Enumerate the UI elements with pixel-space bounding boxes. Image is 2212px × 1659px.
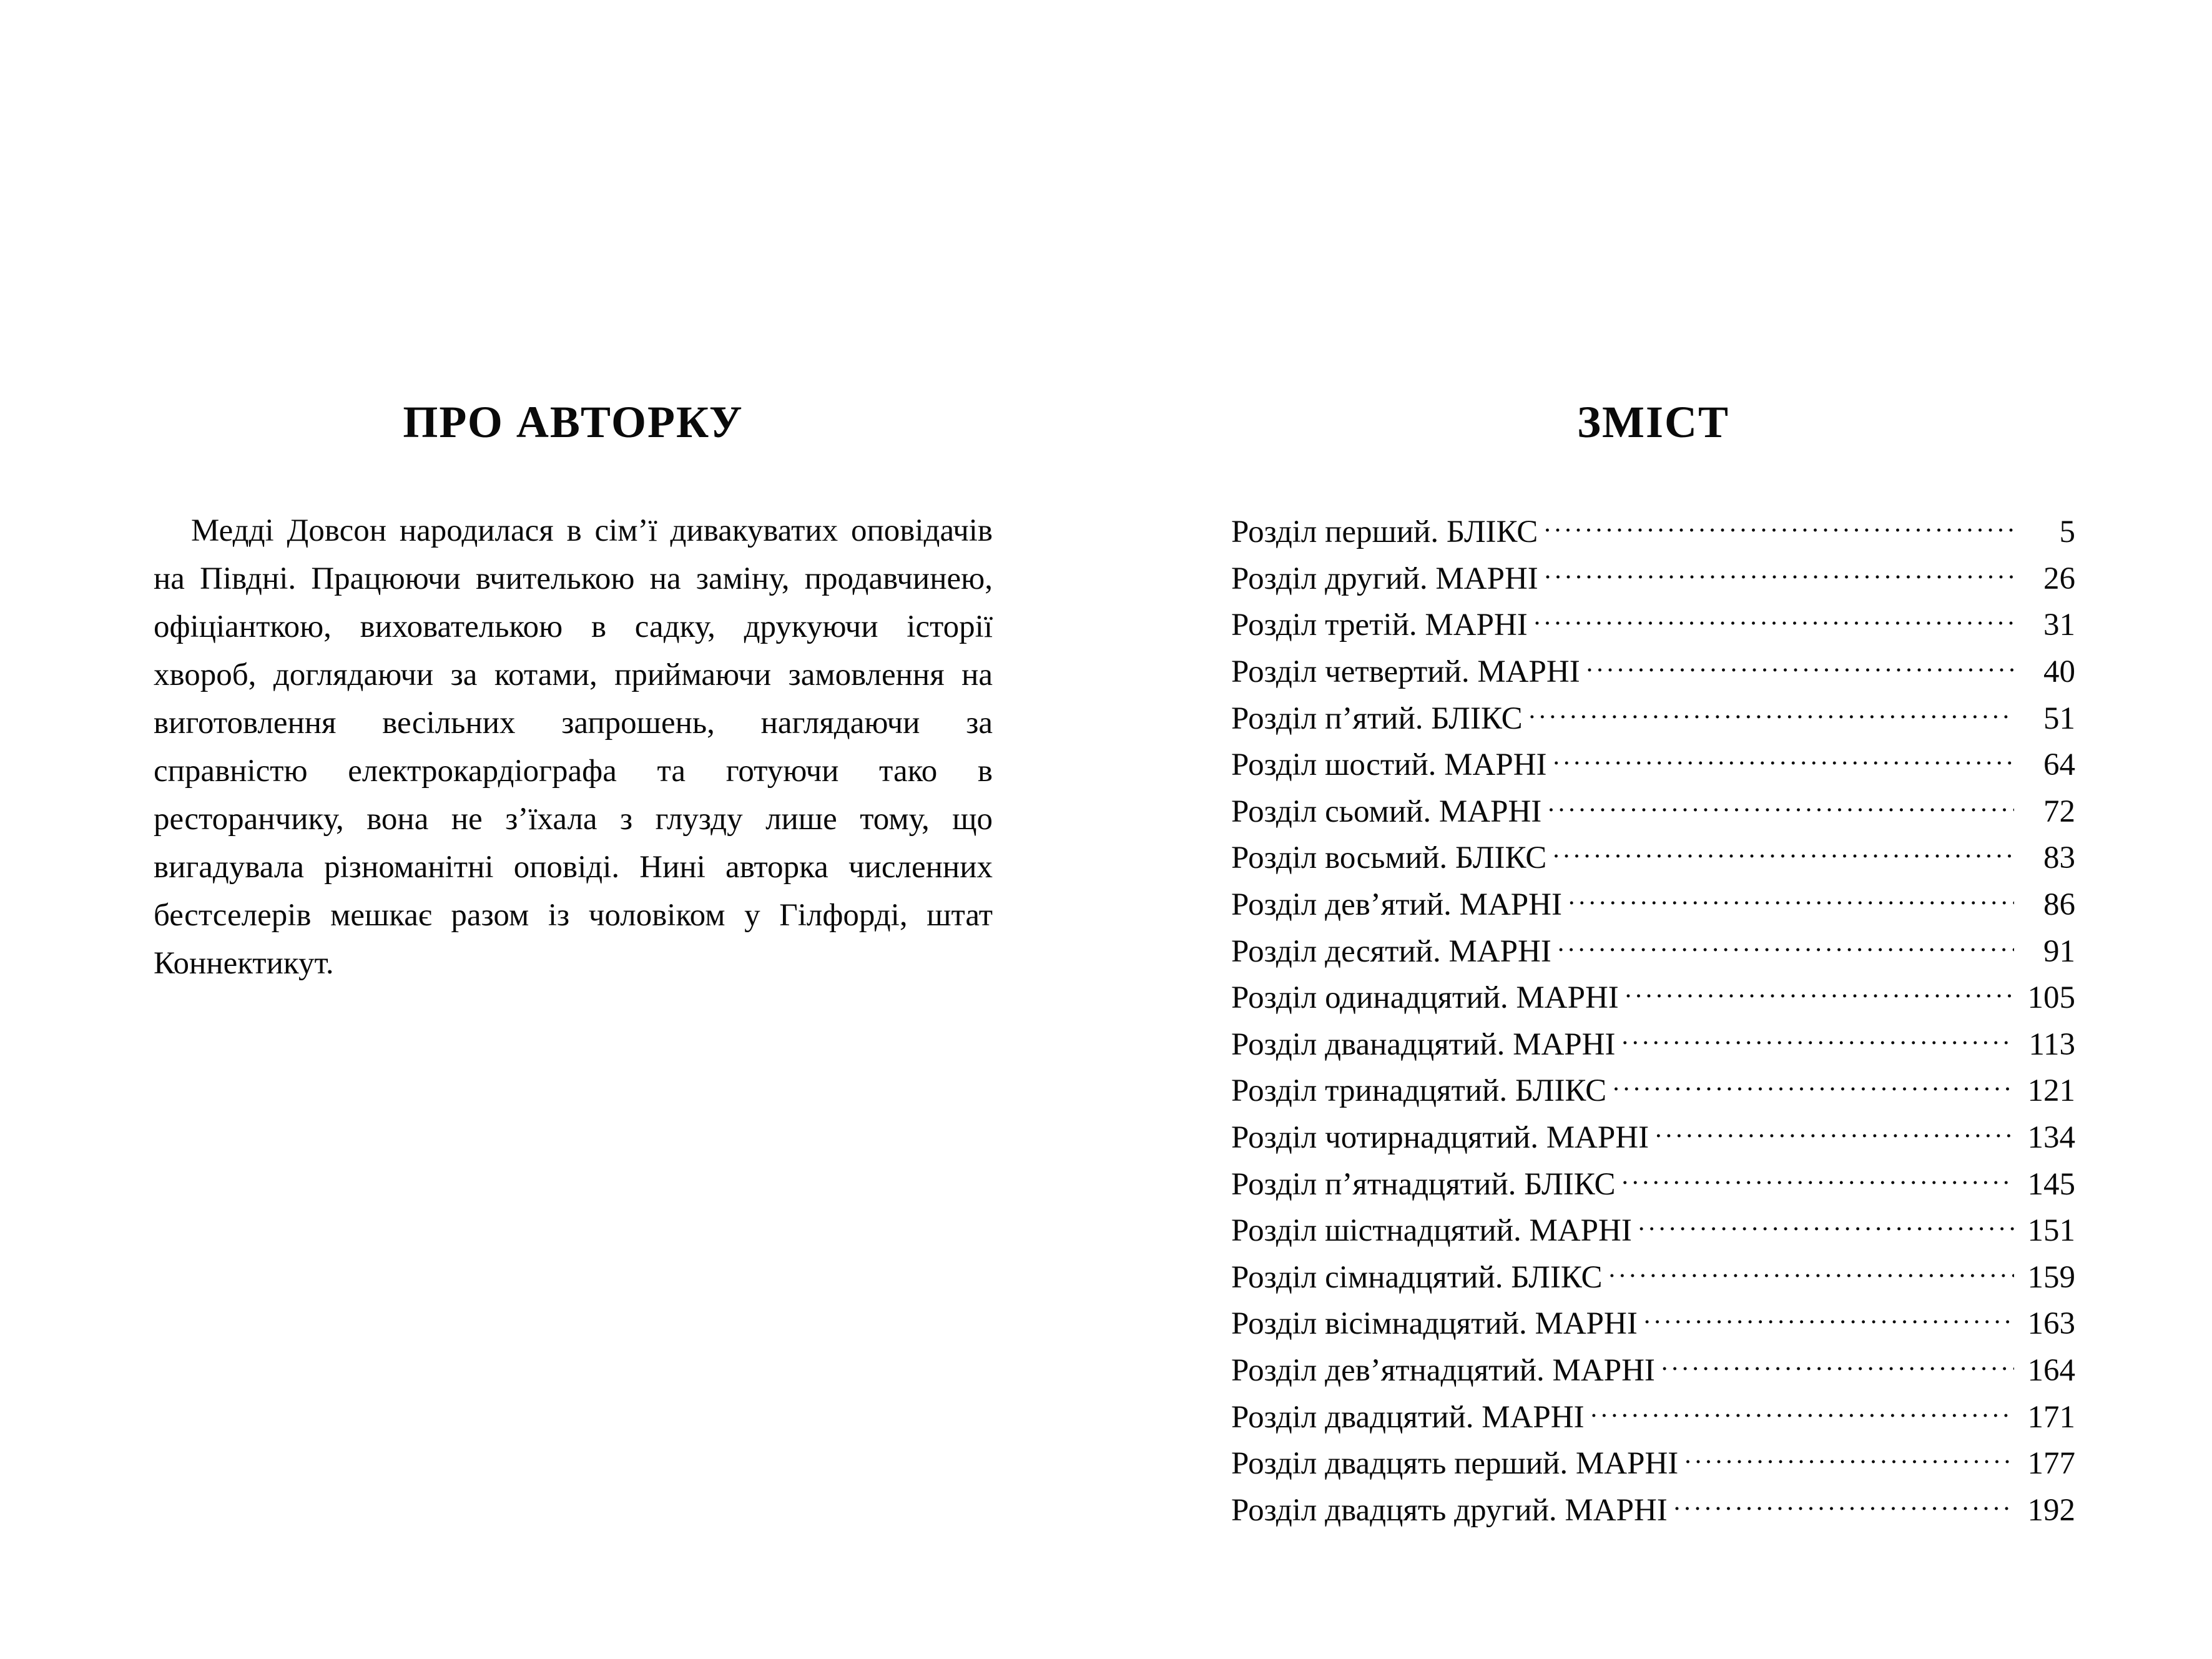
toc-dot-leader bbox=[1586, 649, 2014, 696]
toc-entry bbox=[1231, 1394, 2075, 1441]
toc-entry-page: 163 bbox=[2027, 1306, 2075, 1342]
toc-entry-label: Розділ чотирнадцятий. МАРНІ bbox=[1231, 1120, 1649, 1155]
toc-entry bbox=[1231, 1440, 2075, 1487]
toc-dot-leader bbox=[1644, 1301, 2014, 1347]
toc-dot-leader bbox=[1622, 1161, 2014, 1208]
toc-entry bbox=[1231, 696, 2075, 742]
toc-entry-page: 134 bbox=[2027, 1120, 2075, 1155]
toc-entry-page: 177 bbox=[2027, 1446, 2075, 1482]
toc-dot-leader bbox=[1553, 742, 2014, 789]
toc-entry bbox=[1231, 649, 2075, 696]
toc-dot-leader bbox=[1544, 509, 2014, 556]
toc-dot-leader bbox=[1534, 602, 2014, 649]
toc-entry-label: Розділ шістнадцятий. МАРНІ bbox=[1231, 1213, 1632, 1249]
toc-entry-page: 26 bbox=[2043, 561, 2075, 596]
toc-entry-label: Розділ сімнадцятий. БЛІКС bbox=[1231, 1259, 1603, 1295]
toc-entry-page: 40 bbox=[2043, 654, 2075, 690]
toc-entry-label: Розділ десятий. МАРНІ bbox=[1231, 933, 1551, 969]
toc-entry-label: Розділ одинадцятий. МАРНІ bbox=[1231, 980, 1619, 1016]
about-author-title: ПРО АВТОРКУ bbox=[403, 397, 744, 448]
toc-entry-page: 145 bbox=[2027, 1166, 2075, 1202]
toc-dot-leader bbox=[1655, 1115, 2014, 1161]
toc-entry bbox=[1231, 1068, 2075, 1115]
toc-entry bbox=[1231, 1301, 2075, 1347]
toc-entry bbox=[1231, 1254, 2075, 1301]
toc-entry-page: 86 bbox=[2043, 887, 2075, 922]
toc-entry bbox=[1231, 1161, 2075, 1208]
toc-dot-leader bbox=[1548, 789, 2014, 835]
about-author-section bbox=[154, 370, 993, 1020]
toc-entry bbox=[1231, 789, 2075, 835]
toc-entry-label: Розділ третій. МАРНІ bbox=[1231, 608, 1528, 643]
toc-entry bbox=[1231, 1487, 2075, 1534]
toc-entry bbox=[1231, 975, 2075, 1021]
toc-entry-page: 91 bbox=[2043, 933, 2075, 969]
about-author-paragraph: Медді Довсон народилася в сім’ї дивакуватих оповідачів на Півдні. Працюючи вчителькою на заміну, продавчинею, офіціанткою, вихователькою в садку, друкуючи історії хвороб, доглядаючи за котами, приймаючи замовлення на виготовлення весільних запрошень, наглядаючи за справністю електрокардіографа та готуючи тако в ресторанчику, вона не з’їхала з глузду лише тому, що вигадувала різноманітні оповіді. Нині авторка численних бестселерів мешкає разом із чоловіком у Гілфорді, штат Коннектикут. bbox=[154, 513, 993, 982]
toc-entry-label: Розділ дванадцятий. МАРНІ bbox=[1231, 1026, 1616, 1062]
toc-entry-label: Розділ четвертий. МАРНІ bbox=[1231, 654, 1580, 690]
toc-entry-page: 5 bbox=[2059, 514, 2075, 550]
toc-dot-leader bbox=[1661, 1347, 2014, 1394]
toc-entry bbox=[1231, 556, 2075, 603]
toc-dot-leader bbox=[1529, 696, 2014, 742]
toc-entry bbox=[1231, 509, 2075, 556]
toc-entry bbox=[1231, 928, 2075, 975]
toc-entry bbox=[1231, 1347, 2075, 1394]
toc-entry-page: 72 bbox=[2043, 794, 2075, 829]
toc-entry-page: 171 bbox=[2027, 1399, 2075, 1435]
toc-dot-leader bbox=[1674, 1487, 2014, 1534]
toc-entry-page: 121 bbox=[2027, 1073, 2075, 1109]
toc-dot-leader bbox=[1591, 1394, 2014, 1441]
toc-dot-leader bbox=[1622, 1021, 2015, 1068]
toc-entry-label: Розділ шостий. МАРНІ bbox=[1231, 747, 1547, 783]
toc-entry-label: Розділ другий. МАРНІ bbox=[1231, 561, 1538, 596]
toc-entry bbox=[1231, 1115, 2075, 1161]
toc-entry bbox=[1231, 882, 2075, 928]
toc-entry-label: Розділ тринадцятий. БЛІКС bbox=[1231, 1073, 1607, 1109]
toc-entry-label: Розділ п’ятий. БЛІКС bbox=[1231, 701, 1523, 736]
toc-list bbox=[1231, 509, 2075, 1533]
toc-entry bbox=[1231, 742, 2075, 789]
toc-entry-page: 192 bbox=[2027, 1492, 2075, 1528]
toc-entry bbox=[1231, 1021, 2075, 1068]
toc-entry bbox=[1231, 602, 2075, 649]
toc-entry-page: 113 bbox=[2028, 1026, 2075, 1062]
toc-entry-label: Розділ двадцять другий. МАРНІ bbox=[1231, 1492, 1668, 1528]
toc-entry-page: 83 bbox=[2043, 840, 2075, 876]
toc-dot-leader bbox=[1625, 975, 2014, 1021]
toc-dot-leader bbox=[1558, 928, 2014, 975]
toc-entry-page: 105 bbox=[2027, 980, 2075, 1016]
toc-entry-label: Розділ перший. БЛІКС bbox=[1231, 514, 1538, 550]
toc-entry-label: Розділ восьмий. БЛІКС bbox=[1231, 840, 1547, 876]
toc-entry-page: 51 bbox=[2043, 701, 2075, 736]
toc-dot-leader bbox=[1638, 1208, 2014, 1254]
toc-entry-label: Розділ п’ятнадцятий. БЛІКС bbox=[1231, 1166, 1616, 1202]
table-of-contents-section bbox=[1231, 370, 2075, 1533]
toc-entry bbox=[1231, 1208, 2075, 1254]
toc-entry bbox=[1231, 835, 2075, 882]
toc-entry-label: Розділ вісімнадцятий. МАРНІ bbox=[1231, 1306, 1638, 1342]
toc-entry-label: Розділ двадцять перший. МАРНІ bbox=[1231, 1446, 1679, 1482]
toc-dot-leader bbox=[1684, 1440, 2014, 1487]
toc-dot-leader bbox=[1568, 882, 2014, 928]
toc-entry-page: 64 bbox=[2043, 747, 2075, 783]
toc-entry-page: 164 bbox=[2027, 1352, 2075, 1388]
toc-dot-leader bbox=[1613, 1068, 2014, 1115]
toc-entry-label: Розділ дев’ятнадцятий. МАРНІ bbox=[1231, 1352, 1655, 1388]
toc-entry-page: 151 bbox=[2027, 1213, 2075, 1249]
toc-entry-label: Розділ дев’ятий. МАРНІ bbox=[1231, 887, 1562, 922]
toc-entry-label: Розділ двадцятий. МАРНІ bbox=[1231, 1399, 1585, 1435]
toc-dot-leader bbox=[1609, 1254, 2014, 1301]
toc-title: ЗМІСТ bbox=[1577, 397, 1729, 448]
toc-dot-leader bbox=[1553, 835, 2014, 882]
toc-dot-leader bbox=[1545, 556, 2014, 603]
toc-entry-label: Розділ сьомий. МАРНІ bbox=[1231, 794, 1542, 829]
toc-entry-page: 31 bbox=[2043, 608, 2075, 643]
toc-entry-page: 159 bbox=[2027, 1259, 2075, 1295]
